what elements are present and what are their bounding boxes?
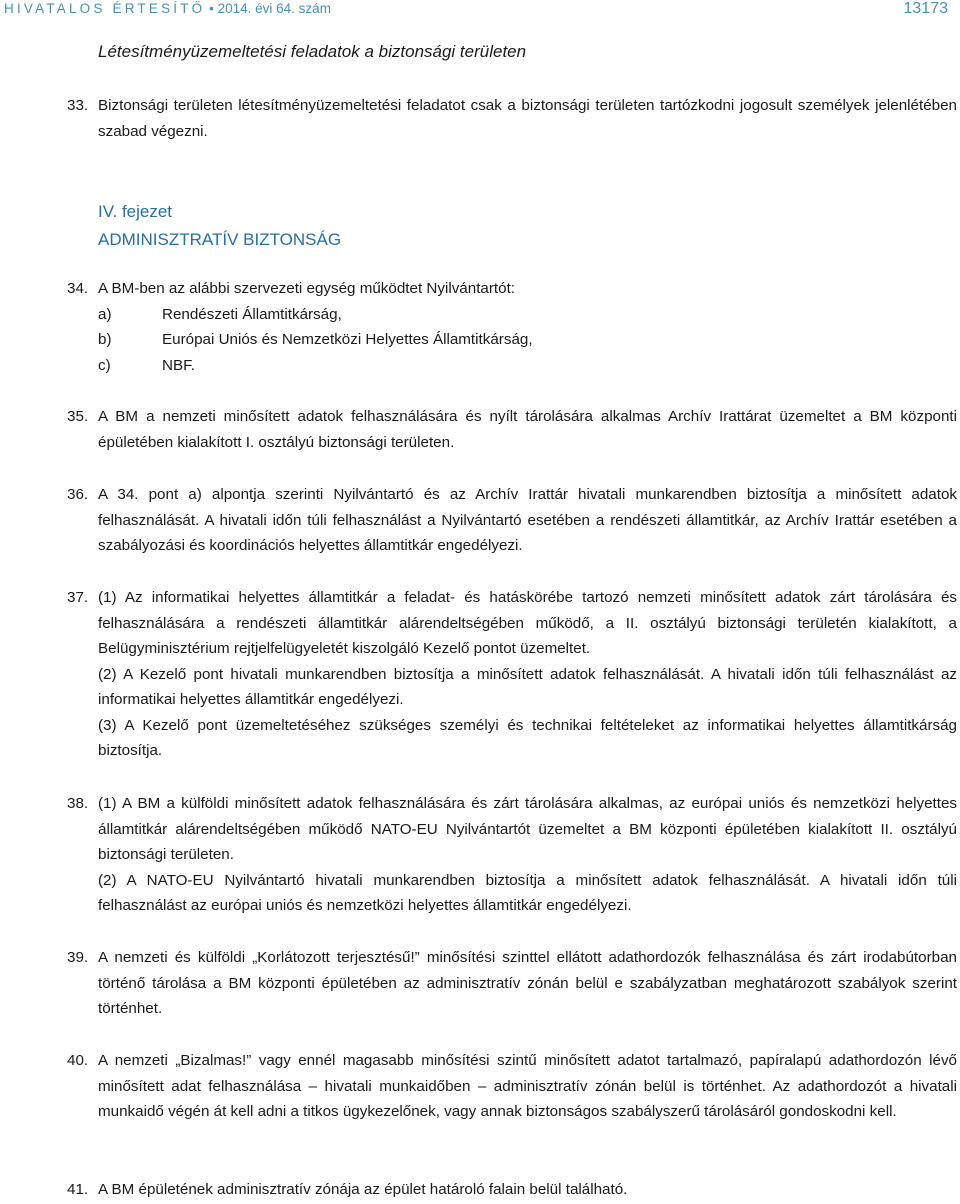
paragraph-number: 33. bbox=[67, 97, 89, 114]
paragraph-number: 37. bbox=[67, 589, 89, 606]
header-publication-info bbox=[4, 1, 331, 16]
paragraph-33 bbox=[67, 93, 957, 144]
subparagraph-text: (1) Az informatikai helyettes államtitkár a feladat- és hatáskörébe tartozó nemzeti minősített adatok zárt tárolására és felhasználására a rendészeti államtitkár alárendeltségében működő, a II. osztályú biztonsági területén kialakított, a Belügyminisztérium rejtjelfelügyeletét kiszolgáló Kezelő pontot üzemeltet. bbox=[98, 589, 957, 657]
header-separator: • bbox=[205, 1, 218, 16]
paragraph-text: A BM épületének adminisztratív zónája az épület határoló falain belül található. bbox=[98, 1181, 628, 1198]
list-item-text: Európai Uniós és Nemzetközi Helyettes Államtitkárság, bbox=[162, 331, 533, 348]
publication-title: HIVATALOS ÉRTESÍTŐ bbox=[4, 1, 206, 16]
list-item-text: NBF. bbox=[162, 356, 195, 374]
list-item-text: Rendészeti Államtitkárság, bbox=[162, 305, 342, 323]
subparagraph-text: (3) A Kezelő pont üzemeltetéséhez szükséges személyi és technikai feltételeket az informatikai helyettes államtitkárság biztosítja. bbox=[98, 716, 957, 759]
paragraph-40 bbox=[67, 1048, 957, 1125]
list-item bbox=[98, 353, 957, 379]
list-item-label: b) bbox=[98, 331, 112, 348]
paragraph-number: 39. bbox=[67, 949, 89, 966]
paragraph-41 bbox=[67, 1177, 957, 1203]
paragraph-35 bbox=[67, 404, 957, 455]
paragraph-34 bbox=[67, 276, 957, 378]
paragraph-text: A nemzeti és külföldi „Korlátozott terjesztésű!” minősítési szinttel ellátott adathordozók felhasználása és zárt irodabútorban történő tárolása a BM központi épületében az adminisztratív zónán belül e szabályzatban meghatározott szabályok szerint történhet. bbox=[98, 949, 957, 1017]
paragraph-number: 40. bbox=[67, 1052, 89, 1069]
paragraph-38 bbox=[67, 791, 957, 919]
paragraph-number: 36. bbox=[67, 486, 89, 503]
paragraph-37 bbox=[67, 585, 957, 764]
chapter-number: IV. fejezet bbox=[98, 202, 173, 221]
paragraph-39 bbox=[67, 945, 957, 1022]
section-title: Létesítményüzemeltetési feladatok a biztonsági területen bbox=[98, 42, 527, 61]
paragraph-text: A nemzeti „Bizalmas!” vagy ennél magasabb minősítési szintű minősített adatot tartalmazó, papíralapú adathordozón lévő minősített adat felhasználása – hivatali munkaidőben – adminisztratív zónán belül is történhet. Az adathordozót a hivatali munkaidő végén át kell adni a titkos ügykezelőnek, vagy annak biztonságos szabályszerű tárolásáról gondoskodni kell. bbox=[98, 1052, 957, 1120]
paragraph-text: Biztonsági területen létesítményüzemeltetési feladatot csak a biztonsági területen tartózkodni jogosult személyek jelenlétében szabad végezni. bbox=[98, 97, 957, 140]
paragraph-number: 41. bbox=[67, 1181, 89, 1198]
paragraph-number: 38. bbox=[67, 795, 89, 812]
list-item-label: a) bbox=[98, 305, 112, 323]
paragraph-number: 35. bbox=[67, 408, 89, 425]
paragraph-text: A 34. pont a) alpontja szerinti Nyilvántartó és az Archív Irattár hivatali munkarendben biztosítja a minősített adatok felhasználását. A hivatali időn túli felhasználást a Nyilvántartó esetében a rendészeti államtitkár, az Archív Irattár esetében a szabályozási és koordinációs helyettes államtitkár engedélyezi. bbox=[98, 486, 957, 554]
paragraph-text: A BM a nemzeti minősített adatok felhasználására és nyílt tárolására alkalmas Archív Irattárat üzemeltet a BM központi épületében kialakított I. osztályú biztonsági területen. bbox=[98, 408, 957, 451]
chapter-heading bbox=[98, 198, 341, 254]
page-header bbox=[4, 0, 948, 22]
list-item bbox=[98, 302, 957, 328]
subparagraph-text: (1) A BM a külföldi minősített adatok felhasználására és zárt tárolására alkalmas, az európai uniós és nemzetközi helyettes államtitkár alárendeltségében működő NATO-EU Nyilvántartót üzemeltet a BM központi épületében kialakított II. osztályú biztonsági területen. bbox=[98, 795, 957, 863]
subparagraph-text: (2) A Kezelő pont hivatali munkarendben biztosítja a minősített adatok felhasználását. A hivatali időn túli felhasználást az informatikai helyettes államtitkár engedélyezi. bbox=[98, 665, 957, 708]
list-item-label: c) bbox=[98, 356, 111, 374]
org-unit-list bbox=[98, 302, 957, 379]
list-item bbox=[98, 327, 957, 353]
issue-date: 2014. évi 64. szám bbox=[217, 1, 331, 16]
paragraph-number: 34. bbox=[67, 280, 89, 297]
subparagraph-text: (2) A NATO-EU Nyilvántartó hivatali munkarendben biztosítja a minősített adatok felhasználását. A hivatali időn túli felhasználást az európai uniós és nemzetközi helyettes államtitkár engedélyezi. bbox=[98, 871, 957, 914]
chapter-title: ADMINISZTRATÍV BIZTONSÁG bbox=[98, 230, 342, 249]
page-number: 13173 bbox=[903, 0, 948, 17]
paragraph-intro: A BM-ben az alábbi szervezeti egység működtet Nyilvántartót: bbox=[98, 280, 516, 297]
paragraph-36 bbox=[67, 482, 957, 559]
